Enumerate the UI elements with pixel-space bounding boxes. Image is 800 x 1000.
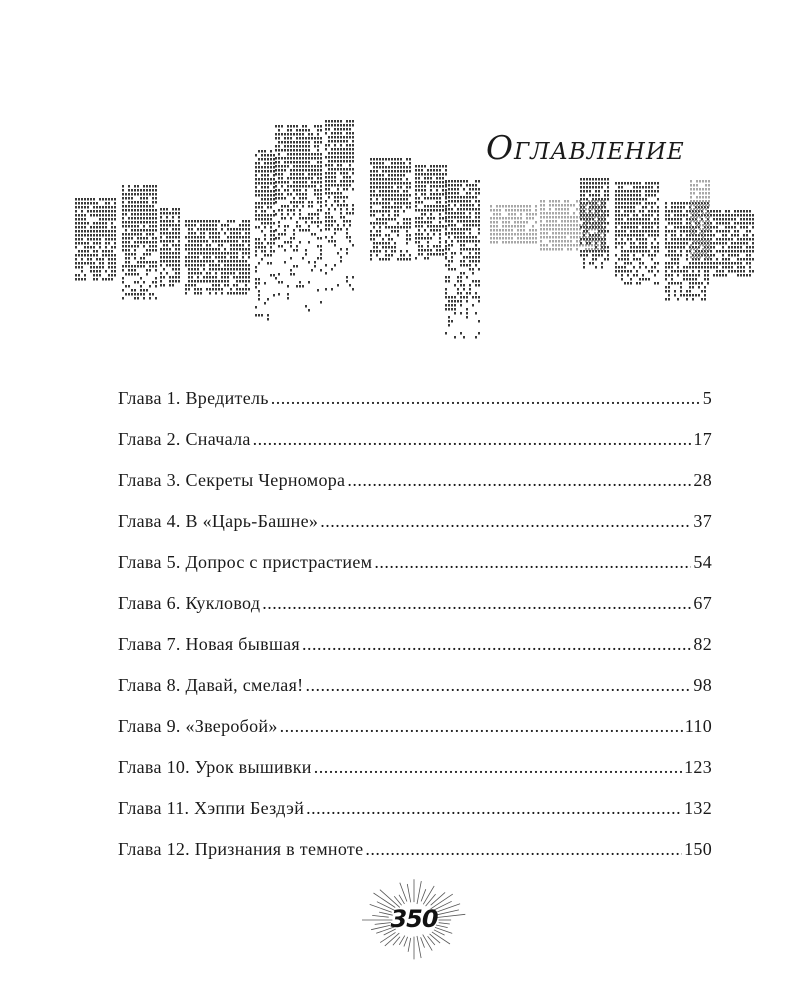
toc-entry-4[interactable] [118,511,712,552]
toc-page-number: 98 [693,675,712,695]
toc-dot-leader [262,593,691,614]
toc-page-number: 67 [693,593,712,613]
toc-entry-6[interactable] [118,593,712,634]
toc-dot-leader [253,429,692,450]
toc-chapter-title: Глава 9. «Зверобой» [118,716,278,736]
page-number: 350 [390,905,438,933]
toc-dot-leader [302,634,691,655]
toc-entry-10[interactable] [118,757,712,798]
toc-page-number: 54 [693,552,712,572]
toc-chapter-title: Глава 3. Секреты Черномора [118,470,346,490]
toc-dot-leader [314,757,682,778]
toc-page-number: 28 [693,470,712,490]
toc-entry-5[interactable] [118,552,712,593]
toc-chapter-title: Глава 8. Давай, смелая! [118,675,304,695]
toc-page-number: 110 [684,716,712,736]
toc-dot-leader [320,511,691,532]
toc-entry-3[interactable] [118,470,712,511]
toc-dot-leader [374,552,691,573]
toc-entry-8[interactable] [118,675,712,716]
toc-page-number: 17 [693,429,712,449]
toc-chapter-title: Глава 7. Новая бывшая [118,634,300,654]
toc-dot-leader [305,675,691,696]
toc-page-number: 132 [684,798,712,818]
toc-chapter-title: Глава 11. Хэппи Бездэй [118,798,305,818]
toc-chapter-title: Глава 12. Признания в темноте [118,839,364,859]
toc-entry-1[interactable] [118,388,712,429]
toc-entry-9[interactable] [118,716,712,757]
toc-page-number: 37 [693,511,712,531]
toc-dot-leader [280,716,683,737]
toc-entry-12[interactable] [118,839,712,880]
toc-page-number: 5 [702,388,712,408]
toc-page-number: 150 [684,839,712,859]
toc-chapter-title: Глава 2. Сначала [118,429,251,449]
toc-dot-leader [347,470,691,491]
toc-dot-leader [306,798,682,819]
toc-chapter-title: Глава 1. Вредитель [118,388,269,408]
toc-chapter-title: Глава 5. Допрос с пристрастием [118,552,373,572]
toc-chapter-title: Глава 6. Кукловод [118,593,261,613]
toc-page-number: 123 [684,757,712,777]
toc-entry-11[interactable] [118,798,712,839]
toc-chapter-title: Глава 4. В «Царь-Башне» [118,511,319,531]
table-of-contents [118,388,712,880]
toc-page-number: 82 [693,634,712,654]
page-title: Оглавление [486,128,685,167]
toc-dot-leader [271,388,701,409]
toc-entry-7[interactable] [118,634,712,675]
toc-chapter-title: Глава 10. Урок вышивки [118,757,312,777]
toc-entry-2[interactable] [118,429,712,470]
toc-dot-leader [365,839,682,860]
